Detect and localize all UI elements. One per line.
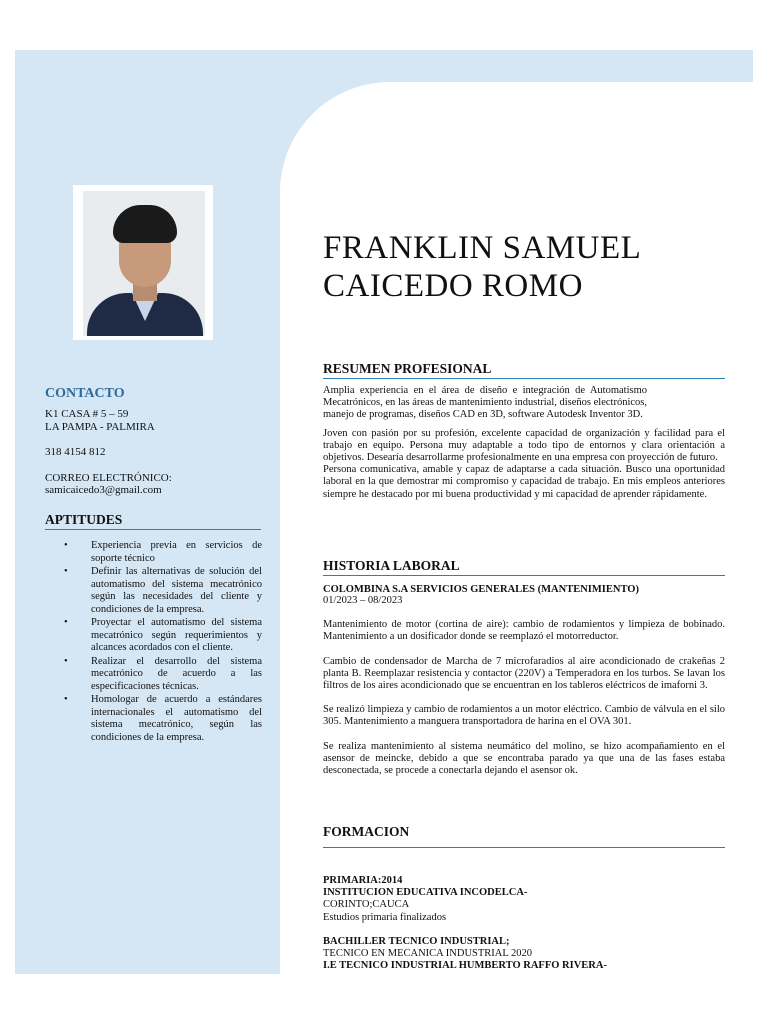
education-bach-school: I.E TECNICO INDUSTRIAL HUMBERTO RAFFO RIVERA-	[323, 960, 607, 972]
aptitude-text: Homologar de acuerdo a estándares internacionales el automatismo del sistema mecatrónico, según las condiciones de la empresa.	[91, 694, 262, 743]
work-divider	[323, 575, 725, 576]
bullet-icon: •	[64, 540, 68, 551]
candidate-name	[323, 229, 641, 305]
education-divider	[323, 847, 725, 848]
work-title: HISTORIA LABORAL	[323, 558, 460, 573]
aptitude-item	[64, 617, 262, 655]
aptitudes-title: APTITUDES	[45, 512, 123, 527]
aptitude-text: Experiencia previa en servicios de soporte técnico	[91, 540, 262, 564]
contact-email: samicaicedo3@gmail.com	[45, 484, 162, 496]
name-line2: CAICEDO ROMO	[323, 268, 583, 304]
bullet-icon: •	[64, 617, 68, 628]
contact-block	[45, 408, 261, 497]
name-line1: FRANKLIN SAMUEL	[323, 230, 642, 266]
aptitudes-list	[64, 540, 262, 745]
education-title: FORMACION	[323, 824, 410, 839]
profile-photo-frame	[73, 185, 213, 340]
education-primary-label: PRIMARIA:2014	[323, 875, 403, 886]
summary-section	[323, 361, 725, 501]
job-company: COLOMBINA S.A SERVICIOS GENERALES (MANTENIMIENTO)	[323, 584, 639, 595]
contact-address-line2: LA PAMPA - PALMIRA	[45, 420, 155, 433]
aptitude-text: Realizar el desarrollo del sistema mecatrónico de acuerdo a las especificaciones técnicas.	[91, 655, 262, 692]
aptitude-item	[64, 656, 262, 694]
education-bach-label: BACHILLER TECNICO INDUSTRIAL;	[323, 935, 510, 947]
education-section	[323, 824, 725, 848]
education-primary-status: Estudios primaria finalizados	[323, 911, 447, 923]
aptitude-item	[64, 540, 262, 565]
job-paragraph-2: Cambio de condensador de Marcha de 7 microfaradios al aire acondicionado de crakeñas 2 planta B. Reemplazar resistencia y contactor (220V) a Temperadora en los turbos. Se lavan los filtros de los aires acondicionado que se encuentran en los tableros eléctricos de imaforni 3.	[323, 655, 725, 692]
contact-address-line1: K1 CASA # 5 – 59	[45, 408, 129, 420]
summary-title: RESUMEN PROFESIONAL	[323, 361, 492, 376]
bullet-icon: •	[64, 566, 68, 577]
job-dates: 01/2023 – 08/2023	[323, 595, 403, 606]
aptitude-text: Definir las alternativas de solución del automatismo del sistema mecatrónico según las necesidades del cliente y condiciones de la empresa.	[91, 566, 262, 615]
education-bach-detail: TECNICO EN MECANICA INDUSTRIAL 2020	[323, 948, 533, 960]
summary-paragraph-2: Joven con pasión por su profesión, excelente capacidad de organización y facilidad para el trabajo en equipo. Persona muy adaptable a todo tipo de entornos y clara orientación a objetivos. Desearía desarrollarme profesionalmente en una empresa con proyección de futuro.	[323, 427, 725, 464]
aptitude-item	[64, 694, 262, 744]
job-paragraph-3: Se realizó limpieza y cambio de rodamientos a un motor eléctrico. Cambio de válvula en el silo 305. Mantenimiento a manguera transportadora de harina en el OVA 301.	[323, 704, 725, 728]
contact-email-label: CORREO ELECTRÓNICO:	[45, 471, 172, 484]
aptitude-text: Proyectar el automatismo del sistema mecatrónico según requerimientos y alcances acordados con el cliente.	[91, 617, 262, 653]
profile-photo	[83, 191, 205, 336]
education-primary-place: CORINTO;CAUCA	[323, 899, 410, 911]
summary-paragraph-3: Persona comunicativa, amable y capaz de adaptarse a cada situación. Busco una oportunidad laboral en la que demostrar mi compromiso y capacidad de trabajo. En mis empleos anteriores siempre he destacado por mi buena productividad y mi capacidad de aprender rápidamente.	[323, 464, 725, 500]
summary-paragraph-1: Amplia experiencia en el área de diseño e integración de Automatismo Mecatrónicos, en las áreas de mantenimiento industrial, diseños electrónicos, manejo de programas, diseños CAD en 3D, software Autodesk Inventor 3D.	[323, 385, 647, 421]
contact-title: CONTACTO	[45, 386, 125, 401]
job-paragraph-4: Se realiza mantenimiento al sistema neumático del molino, se hizo acompañamiento en el asensor de meincke, debido a que se encontraba parado ya que una de las fases estaba desconectada, se procede a conectarla dejando el asensor ok.	[323, 740, 725, 777]
bullet-icon: •	[64, 694, 68, 705]
contact-phone: 318 4154 812	[45, 446, 106, 458]
work-section	[323, 558, 725, 777]
job-paragraph-1: Mantenimiento de motor (cortina de aire): cambio de rodamientos y limpieza de bobinado. Mantenimiento a un dosificador donde se reemplazó el motorreductor.	[323, 619, 725, 643]
photo-hair	[113, 205, 177, 243]
education-primary-school: INSTITUCION EDUCATIVA INCODELCA-	[323, 887, 528, 899]
bullet-icon: •	[64, 655, 68, 667]
aptitudes-divider	[45, 529, 261, 530]
summary-divider	[323, 378, 725, 379]
aptitude-item	[64, 566, 262, 616]
education-primary	[323, 875, 725, 972]
